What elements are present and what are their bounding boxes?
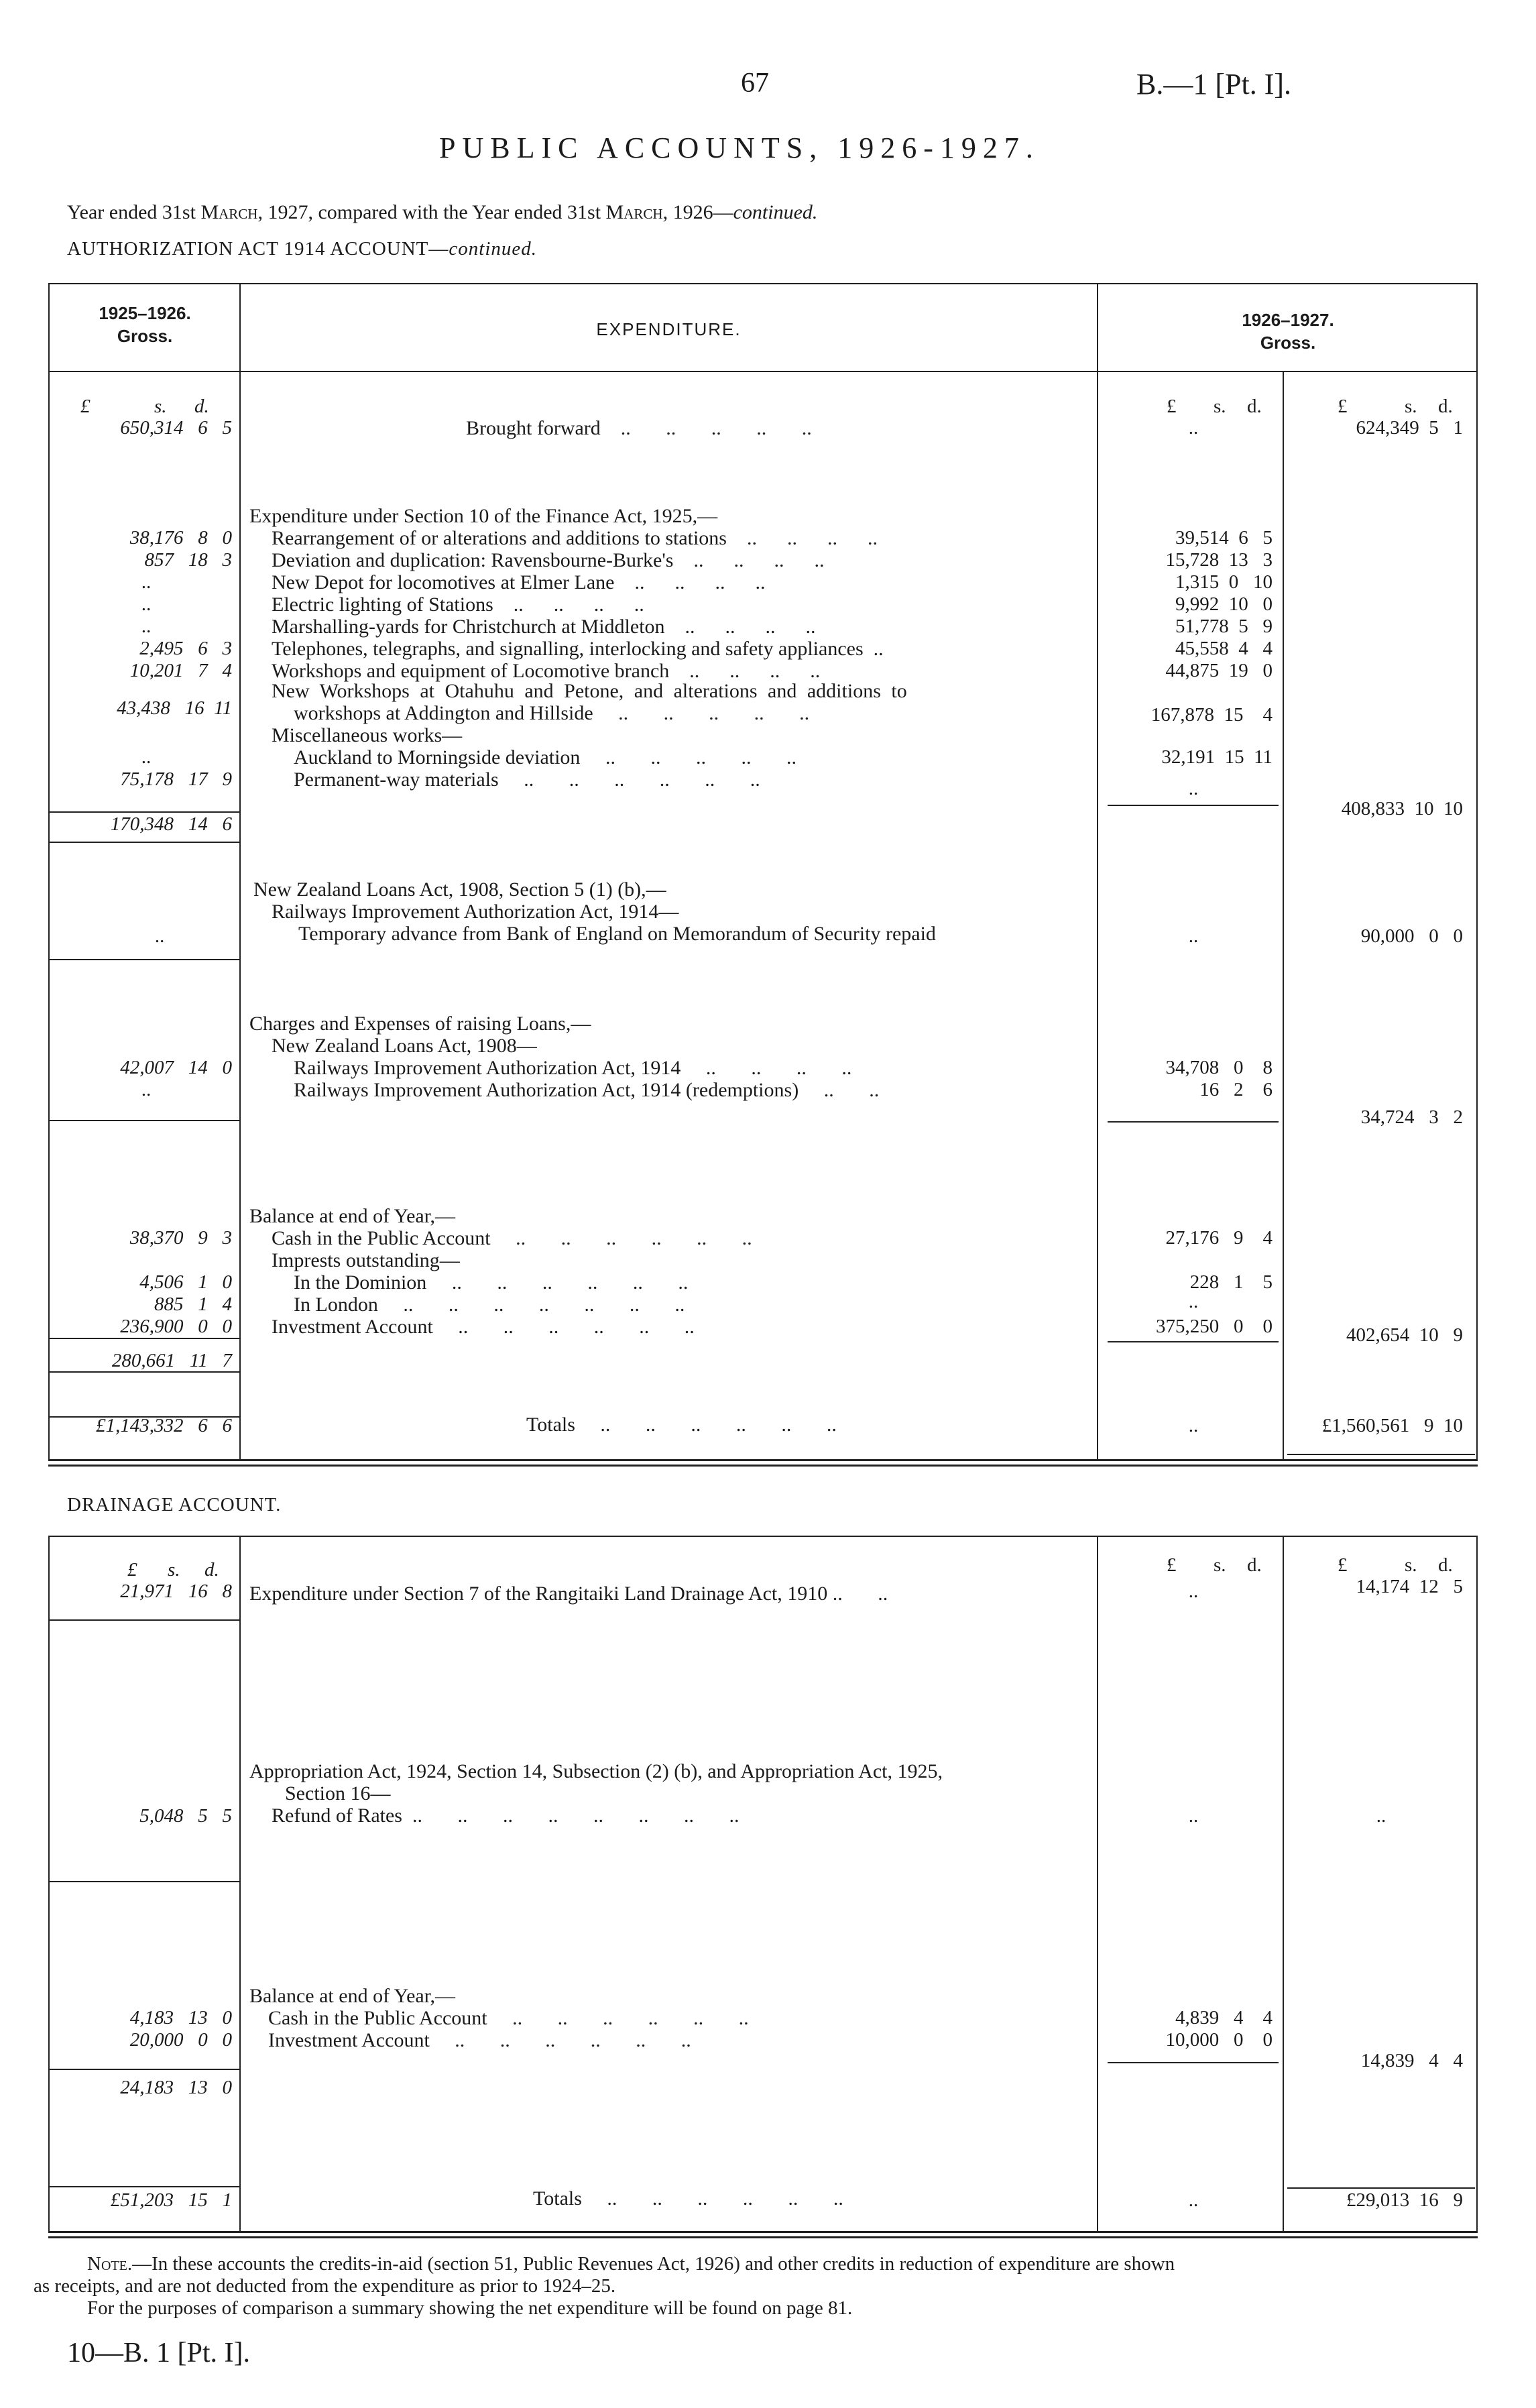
- subtitle-month-2: March: [605, 201, 663, 223]
- prev-group1-subtotal: 170,348 14 6: [110, 813, 232, 835]
- prev-group3-row2: ..: [141, 1079, 152, 1100]
- group1-row-amount: 51,778 5 9: [1175, 616, 1273, 637]
- t2-cash-label: Cash in the Public Account .. .. .. .. .. ..: [268, 2007, 749, 2029]
- group4-line1: Balance at end of Year,—: [249, 1205, 456, 1227]
- group1-row-prev: ..: [141, 616, 152, 637]
- prev-group4-subtotal: 280,661 11 7: [111, 1350, 232, 1371]
- col-header-curr-year: [1100, 308, 1476, 354]
- col-header-prev-line2: Gross.: [117, 326, 173, 346]
- t2-prev-cash: 4,183 13 0: [129, 2007, 232, 2028]
- t2-a-row1: ..: [1188, 1581, 1199, 1602]
- a-group3-row1: 34,708 0 8: [1165, 1057, 1273, 1078]
- prev-group4-dominion: 4,506 1 0: [139, 1271, 232, 1293]
- a-permanent-way: ..: [1188, 778, 1199, 799]
- t2-totals-label: Totals .. .. .. .. .. ..: [533, 2187, 843, 2210]
- group1-row-amount: 45,558 4 4: [1175, 638, 1273, 659]
- group4-imprests: Imprests outstanding—: [272, 1249, 460, 1271]
- group1-row-amount: 1,315 0 10: [1175, 571, 1273, 593]
- unit-pound: £: [1167, 1554, 1177, 1576]
- section-title-continued: continued.: [449, 238, 537, 260]
- group1-row-label: Workshops and equipment of Locomotive branch .. .. .. ..: [272, 660, 821, 682]
- new-workshops-line1: New Workshops at Otahuhu and Petone, and alterations and additions to: [272, 680, 907, 702]
- t2-b-totals: £29,013 16 9: [1346, 2189, 1463, 2211]
- misc-works-heading: Miscellaneous works—: [272, 724, 463, 746]
- unit-pence: d.: [1438, 396, 1453, 417]
- a-group2: ..: [1188, 925, 1199, 947]
- group1-heading: Expenditure under Section 10 of the Finance Act, 1925,—: [249, 505, 718, 527]
- b-group2: 90,000 0 0: [1360, 925, 1463, 947]
- unit-pence: d.: [1247, 1554, 1262, 1576]
- a-group4-dominion: 228 1 5: [1189, 1271, 1273, 1293]
- t2-prev-totals: £51,203 15 1: [110, 2189, 232, 2211]
- units-curr-a: [1167, 396, 1262, 418]
- col-header-prev-year: [51, 302, 239, 347]
- page-subtitle: [67, 201, 817, 224]
- a-group4-cash: 27,176 9 4: [1165, 1227, 1273, 1249]
- group4-investment-label: Investment Account .. .. .. .. .. ..: [272, 1316, 695, 1338]
- unit-pound: £: [80, 396, 91, 417]
- b-brought-forward: 624,349 5 1: [1356, 417, 1463, 439]
- group1-row-prev: 38,176 8 0: [129, 527, 232, 549]
- t2-units-a: [1167, 1554, 1262, 1576]
- col-header-prev-line1: 1925–1926.: [99, 303, 191, 323]
- t2-group3-line1: Balance at end of Year,—: [249, 1985, 456, 2007]
- unit-pound: £: [1338, 396, 1348, 417]
- group1-row-label: Rearrangement of or alterations and additions to stations .. .. .. ..: [272, 527, 878, 549]
- b-group4: 402,654 10 9: [1346, 1324, 1463, 1346]
- prev-group4-cash: 38,370 9 3: [129, 1227, 232, 1249]
- a-group3-row2: 16 2 6: [1199, 1079, 1273, 1100]
- b-group3: 34,724 3 2: [1360, 1106, 1463, 1128]
- subtitle-continued: continued.: [733, 201, 818, 223]
- unit-pound: £: [1167, 396, 1177, 417]
- unit-pence: d.: [1438, 1554, 1453, 1576]
- a-group4-investment: 375,250 0 0: [1156, 1316, 1273, 1337]
- group2-line3: Temporary advance from Bank of England on Memorandum of Security repaid: [298, 923, 936, 945]
- group1-row-label: Deviation and duplication: Ravensbourne-Burke's .. .. .. ..: [272, 549, 825, 571]
- t2-b-group2: ..: [1376, 1805, 1386, 1827]
- group3-row2-label: Railways Improvement Authorization Act, 1914 (redemptions) .. ..: [294, 1079, 880, 1101]
- unit-shilling: s.: [154, 396, 167, 417]
- a-auckland: 32,191 15 11: [1161, 746, 1273, 768]
- unit-shilling: s.: [1214, 396, 1226, 417]
- note-line3: For the purposes of comparison a summary showing the net expenditure will be found on page 81.: [87, 2297, 853, 2319]
- document-reference: B.—1 [Pt. I].: [1136, 68, 1291, 101]
- t2-a-totals: ..: [1188, 2189, 1199, 2211]
- group1-row-prev: ..: [141, 593, 152, 615]
- group1-row-label: Marshalling-yards for Christchurch at Middleton .. .. .. ..: [272, 616, 816, 638]
- section-title-drainage: DRAINAGE ACCOUNT.: [67, 1494, 282, 1515]
- group1-row-amount: 44,875 19 0: [1165, 660, 1273, 681]
- t2-a-group2: ..: [1188, 1805, 1199, 1827]
- a-totals: ..: [1188, 1415, 1199, 1436]
- prev-totals: £1,143,332 6 6: [96, 1415, 232, 1436]
- units-curr-b: [1338, 396, 1453, 418]
- b-group1-subtotal: 408,833 10 10: [1341, 798, 1463, 819]
- prev-group4-london: 885 1 4: [154, 1294, 232, 1315]
- group1-row-label: Electric lighting of Stations .. .. .. ..: [272, 593, 644, 616]
- t2-prev-group2: 5,048 5 5: [139, 1805, 232, 1827]
- group1-row-label: Telephones, telegraphs, and signalling, interlocking and safety appliances ..: [272, 638, 884, 660]
- b-totals: £1,560,561 9 10: [1321, 1415, 1463, 1436]
- group4-london-label: In London .. .. .. .. .. .. ..: [294, 1294, 685, 1316]
- group1-row-label: New Depot for locomotives at Elmer Lane .. .. .. ..: [272, 571, 766, 593]
- a-new-workshops: 167,878 15 4: [1150, 704, 1273, 726]
- t2-units-prev: [127, 1559, 219, 1581]
- permanent-way-label: Permanent-way materials .. .. .. .. .. ..: [294, 768, 760, 791]
- units-prev: [80, 396, 209, 418]
- group1-row-amount: 15,728 13 3: [1165, 549, 1273, 571]
- section-title-text: AUTHORIZATION ACT 1914 ACCOUNT—: [67, 238, 449, 260]
- col-header-expenditure: EXPENDITURE.: [596, 319, 742, 339]
- subtitle-mid: , 1927, compared with the Year ended 31st: [257, 201, 606, 223]
- group4-cash-label: Cash in the Public Account .. .. .. .. .. ..: [272, 1227, 752, 1249]
- a-brought-forward: ..: [1188, 417, 1199, 439]
- new-workshops-line2: workshops at Addington and Hillside .. .. .. .. ..: [294, 702, 810, 724]
- group4-dominion-label: In the Dominion .. .. .. .. .. ..: [294, 1271, 689, 1294]
- t2-group2-line3: Refund of Rates .. .. .. .. .. .. .. ..: [272, 1804, 740, 1827]
- t2-row1-label: Expenditure under Section 7 of the Rangitaiki Land Drainage Act, 1910 .. ..: [249, 1583, 888, 1605]
- t2-investment-label: Investment Account .. .. .. .. .. ..: [268, 2029, 691, 2051]
- group3-row1-label: Railways Improvement Authorization Act, 1914 .. .. .. ..: [294, 1057, 852, 1079]
- group1-row-amount: 9,992 10 0: [1175, 593, 1273, 615]
- subtitle-month-1: March: [200, 201, 258, 223]
- t2-b-row1: 14,174 12 5: [1356, 1576, 1463, 1597]
- t2-units-b: [1338, 1554, 1453, 1576]
- unit-pence: d.: [1247, 396, 1262, 417]
- col-header-curr-line1: 1926–1927.: [1242, 310, 1334, 330]
- t2-group2-line2: Section 16—: [285, 1782, 391, 1804]
- unit-shilling: s.: [1214, 1554, 1226, 1576]
- prev-group2: ..: [155, 925, 165, 947]
- unit-pound: £: [127, 1559, 137, 1581]
- unit-pence: d.: [204, 1559, 219, 1581]
- prev-brought-forward: 650,314 6 5: [120, 417, 232, 439]
- totals-label: Totals .. .. .. .. .. ..: [526, 1414, 837, 1436]
- brought-forward-label: Brought forward .. .. .. .. ..: [466, 417, 812, 439]
- prev-auckland: ..: [141, 746, 152, 768]
- group1-row-prev: 857 18 3: [144, 549, 232, 571]
- group3-line2: New Zealand Loans Act, 1908—: [272, 1035, 537, 1057]
- t2-b-group3: 14,839 4 4: [1360, 2050, 1463, 2071]
- prev-group4-investment: 236,900 0 0: [120, 1316, 232, 1337]
- prev-permanent-way: 75,178 17 9: [120, 768, 232, 790]
- auckland-label: Auckland to Morningside deviation .. .. .. .. ..: [294, 746, 796, 768]
- a-group4-london: ..: [1188, 1291, 1199, 1312]
- footer-signature: 10—B. 1 [Pt. I].: [67, 2338, 250, 2368]
- t2-a-investment: 10,000 0 0: [1165, 2029, 1273, 2051]
- t2-prev-investment: 20,000 0 0: [129, 2029, 232, 2051]
- note-label: Note.: [87, 2253, 133, 2275]
- unit-pound: £: [1338, 1554, 1348, 1576]
- unit-shilling: s.: [1405, 1554, 1417, 1576]
- t2-prev-row1: 21,971 16 8: [120, 1581, 232, 1602]
- t2-group2-line1: Appropriation Act, 1924, Section 14, Subsection (2) (b), and Appropriation Act, 1925,: [249, 1760, 943, 1782]
- t2-prev-subtotal: 24,183 13 0: [120, 2077, 232, 2098]
- group2-line2: Railways Improvement Authorization Act, 1914—: [272, 901, 679, 923]
- note-line1: [87, 2253, 1175, 2275]
- subtitle-pre: Year ended 31st: [67, 201, 201, 223]
- group1-row-amount: 39,514 6 5: [1175, 527, 1273, 549]
- group3-line1: Charges and Expenses of raising Loans,—: [249, 1013, 591, 1035]
- t2-a-cash: 4,839 4 4: [1175, 2007, 1273, 2028]
- group1-row-prev: 2,495 6 3: [139, 638, 232, 659]
- section-title-authorization: [67, 238, 537, 260]
- page-title: PUBLIC ACCOUNTS, 1926-1927.: [439, 131, 1040, 164]
- note-line2: as receipts, and are not deducted from the expenditure as prior to 1924–25.: [34, 2275, 616, 2297]
- unit-shilling: s.: [1405, 396, 1417, 417]
- prev-group3-row1: 42,007 14 0: [120, 1057, 232, 1078]
- subtitle-post: , 1926—: [662, 201, 733, 223]
- note-text: —In these accounts the credits-in-aid (section 51, Public Revenues Act, 1926) and other credits in reduction of expenditure are shown: [132, 2253, 1175, 2275]
- unit-shilling: s.: [168, 1559, 180, 1581]
- page-number: 67: [741, 68, 769, 99]
- group1-row-prev: ..: [141, 571, 152, 593]
- group1-row-prev: 10,201 7 4: [129, 660, 232, 681]
- prev-new-workshops: 43,438 16 11: [117, 697, 232, 719]
- group2-line1: New Zealand Loans Act, 1908, Section 5 (1) (b),—: [253, 878, 666, 901]
- unit-pence: d.: [194, 396, 209, 417]
- col-header-curr-line2: Gross.: [1260, 333, 1316, 353]
